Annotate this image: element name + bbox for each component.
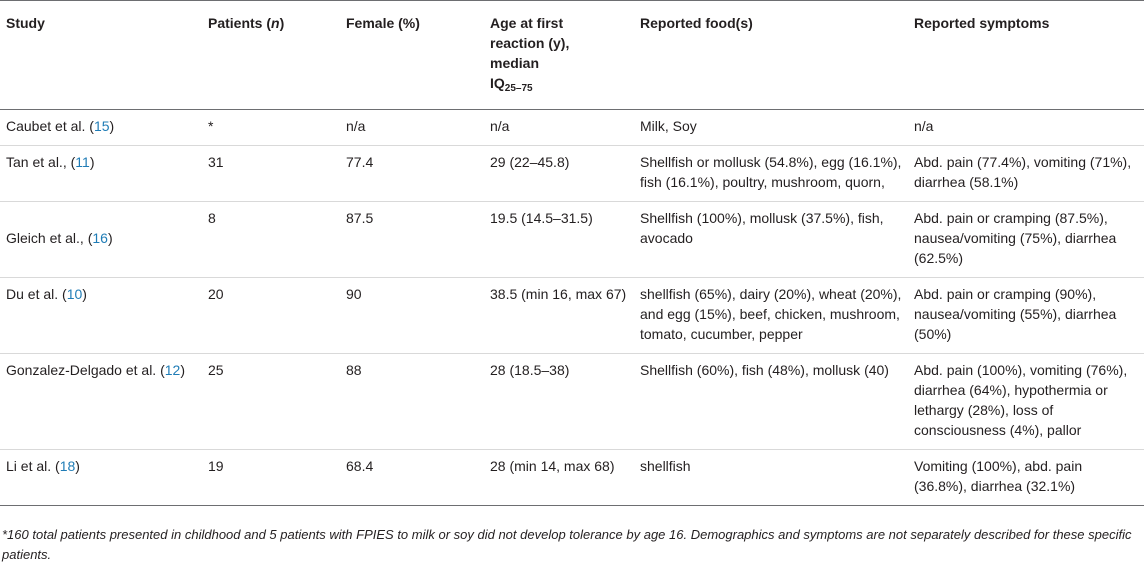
cell-age: n/a — [490, 118, 510, 134]
cell-study: Du et al. (10) — [6, 286, 87, 302]
table-footnote: *160 total patients presented in childhood and 5 patients with FPIES to milk or soy did not develop tolerance by age 16. Demographics and symptoms are not separately described for these specific patients. — [2, 527, 1132, 562]
cell-symptoms: Abd. pain (100%), vomiting (76%), diarrhea (64%), hypothermia or lethargy (28%), loss of consciousness (4%), pallor — [914, 362, 1128, 438]
reference-link[interactable]: 10 — [66, 286, 83, 302]
cell-foods: Shellfish or mollusk (54.8%), egg (16.1%), fish (16.1%), poultry, mushroom, quorn, — [640, 154, 902, 190]
header-female: Female (%) — [346, 15, 420, 31]
table-row — [0, 110, 1144, 146]
reference-link[interactable]: 12 — [164, 362, 181, 378]
header-symptoms: Reported symptoms — [914, 15, 1050, 31]
header-study: Study — [6, 15, 45, 31]
cell-foods: Shellfish (60%), fish (48%), mollusk (40) — [640, 362, 889, 378]
table-row — [0, 278, 1144, 354]
cell-age: 29 (22–45.8) — [490, 154, 570, 170]
cell-patients: 19 — [208, 458, 224, 474]
cell-study: Tan et al., (11) — [6, 154, 95, 170]
table-row — [0, 450, 1144, 506]
cell-female: 87.5 — [346, 210, 374, 226]
header-patients: Patients (n) — [208, 15, 285, 31]
cell-female: 88 — [346, 362, 362, 378]
cell-age: 38.5 (min 16, max 67) — [490, 286, 627, 302]
cell-foods: Milk, Soy — [640, 118, 697, 134]
cell-female: 68.4 — [346, 458, 374, 474]
cell-symptoms: Abd. pain (77.4%), vomiting (71%), diarrhea (58.1%) — [914, 154, 1132, 190]
header-age: Age at first reaction (y), median $IQ_{25-75}$ — [490, 15, 570, 94]
table-row — [0, 146, 1144, 202]
cell-study: Li et al. (18) — [6, 458, 80, 474]
cell-symptoms: Abd. pain or cramping (90%), nausea/vomiting (55%), diarrhea (50%) — [914, 286, 1117, 342]
cell-patients: 25 — [208, 362, 224, 378]
cell-patients: 20 — [208, 286, 224, 302]
cell-symptoms: Abd. pain or cramping (87.5%), nausea/vomiting (75%), diarrhea (62.5%) — [914, 210, 1117, 266]
reference-link[interactable]: 16 — [92, 230, 108, 246]
table-row — [0, 202, 1144, 278]
cell-foods: Shellfish (100%), mollusk (37.5%), fish, avocado — [640, 210, 884, 246]
cell-symptoms: n/a — [914, 118, 934, 134]
cell-foods: shellfish — [640, 458, 691, 474]
cell-female: 77.4 — [346, 154, 374, 170]
cell-patients: 8 — [208, 210, 216, 226]
reference-link[interactable]: 15 — [93, 118, 110, 134]
table-row — [0, 354, 1144, 450]
cell-age: 19.5 (14.5–31.5) — [490, 210, 593, 226]
cell-female: n/a — [346, 118, 366, 134]
cell-female: 90 — [346, 286, 362, 302]
reference-link[interactable]: 11 — [75, 154, 90, 170]
cell-study: Gleich et al., (16) — [6, 230, 113, 246]
header-row — [0, 1, 1144, 110]
cell-age: 28 (min 14, max 68) — [490, 458, 615, 474]
cell-symptoms: Vomiting (100%), abd. pain (36.8%), diarrhea (32.1%) — [914, 458, 1083, 494]
reference-link[interactable]: 18 — [59, 458, 76, 474]
cell-patients: * — [208, 118, 214, 134]
cell-foods: shellfish (65%), dairy (20%), wheat (20%), and egg (15%), beef, chicken, mushroom, tomato, cucumber, pepper — [640, 286, 902, 342]
cell-patients: 31 — [208, 154, 224, 170]
cell-study: Gonzalez-Delgado et al. (12) — [6, 362, 186, 378]
cell-age: 28 (18.5–38) — [490, 362, 570, 378]
cell-study: Caubet et al. (15) — [6, 118, 115, 134]
header-foods: Reported food(s) — [640, 15, 753, 31]
